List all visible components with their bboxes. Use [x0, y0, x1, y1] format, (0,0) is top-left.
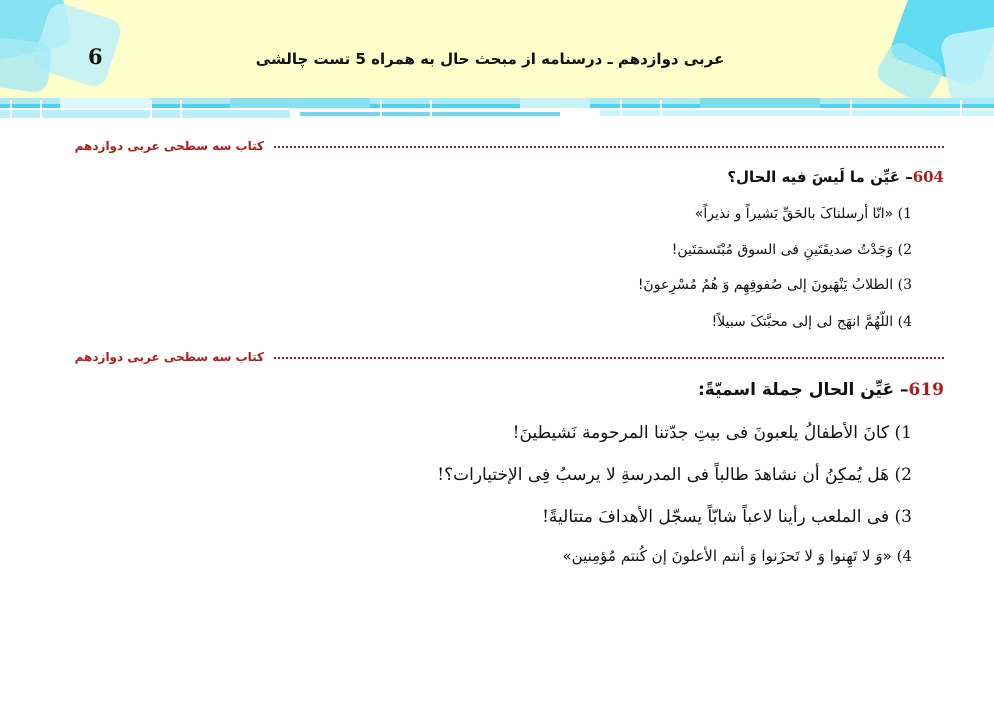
option-text: «انّا أرسلناکَ بالحَقِّ بَشیراً و نذیراً»	[694, 206, 894, 222]
option-number: 3)	[894, 507, 912, 527]
option-number: 1)	[897, 206, 912, 222]
answer-option	[513, 423, 912, 443]
source-divider	[50, 139, 944, 155]
answer-option	[542, 507, 912, 527]
question-title	[698, 380, 944, 400]
option-text: اللّهُمَّ انهَج لی إلی محبَّتکَ سبیلاً!	[711, 314, 894, 330]
option-text: وَجَدْتُ صدیقَتَینِ فی السوق مُبْتَسمَتَین!	[671, 242, 894, 258]
answer-option	[638, 277, 912, 293]
option-number: 2)	[894, 465, 912, 485]
option-text: فی الملعب رأینا لاعباً شابّاً یسجّل الأهدافَ متتالیةً!	[542, 507, 890, 527]
option-text: هَل یُمکِنُ أن نشاهدَ طالباً فی المدرسةِ لا یرسبُ فِی الإختیارات؟!	[437, 465, 890, 485]
option-number: 2)	[897, 242, 912, 258]
option-number: 3)	[897, 277, 912, 293]
option-text: «وَ لا تَهِنوا وَ لا تَحزَنوا وَ أنتم الأعلونَ إن کُنتم مُؤمِنین»	[562, 547, 892, 565]
page-title: عربی دوازدهم ـ درسنامه از مبحث حال به همراه 5 تست چالشی	[255, 50, 725, 68]
source-divider	[50, 350, 944, 366]
question-title	[727, 168, 944, 186]
answer-option	[437, 465, 912, 485]
answer-option	[672, 242, 912, 258]
page-header	[0, 0, 994, 100]
question-text: عَیِّن ما لَیسَ فیه الحال؟	[727, 168, 900, 186]
option-number: 1)	[894, 423, 912, 443]
option-text: الطلابُ یَنْهَبونَ إلی صُفوفِهِم وَ هُمُ مُسْرِعونَ!	[637, 277, 894, 293]
source-label: کتاب سه سطحی عربی دوازدهم	[74, 139, 264, 153]
source-label: کتاب سه سطحی عربی دوازدهم	[74, 350, 264, 364]
option-number: 4)	[897, 314, 912, 330]
question-text: عَیِّن الحال جملة اسمیّةً:	[697, 380, 895, 400]
option-text: کانَ الأطفالُ یلعبونَ فی بیتِ جدّتنا المرحومة نَشیطینَ!	[512, 423, 890, 443]
decor-square	[0, 36, 53, 94]
decor-square	[939, 24, 994, 100]
question-number: 604	[912, 168, 944, 186]
header-stripe-band	[0, 98, 994, 120]
answer-option	[563, 547, 913, 565]
page-number: 6	[88, 44, 103, 69]
question-dash: –	[900, 380, 909, 400]
dotted-rule	[274, 146, 944, 148]
dotted-rule	[274, 357, 944, 359]
question-number: 619	[908, 380, 944, 400]
option-number: 4)	[896, 547, 912, 565]
question-dash: –	[905, 168, 913, 186]
answer-option	[695, 206, 912, 222]
answer-option	[712, 314, 912, 330]
